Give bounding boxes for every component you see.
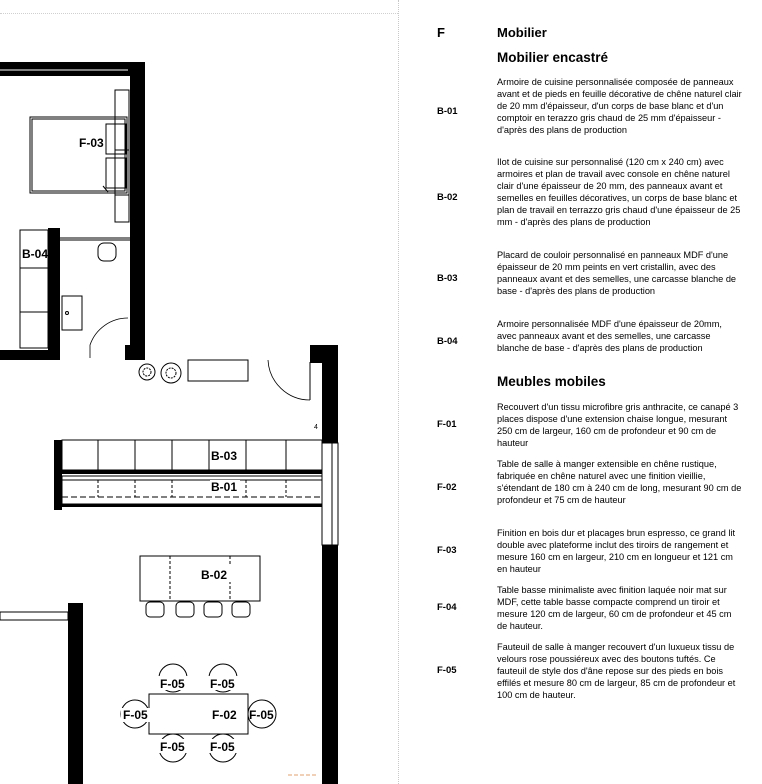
item-code-f03: F-03 (437, 545, 457, 556)
section-title: Mobilier (497, 25, 547, 40)
cabinet-b03 (62, 440, 322, 470)
item-code-f05: F-05 (437, 665, 457, 676)
item-text-b03: Placard de couloir personnalisé en panneaux MDF d'une épaisseur de 20 mm peints en vert cristallin, avec des panneaux avant et des semelles, une carcasse blanche de base - d'après des plans de production (497, 250, 737, 296)
walls (0, 62, 338, 784)
cabinet-b01 (62, 476, 322, 504)
section-code: F (437, 25, 445, 40)
label-f05-left: F-05 (123, 708, 148, 722)
item-text-f03: Finition en bois dur et placages brun espresso, ce grand lit double avec plateforme inclut des tiroirs de rangement et mesure 160 cm en largeur, 210 cm en longueur et 121 cm en hauteur (497, 528, 735, 574)
sheet-divider (398, 0, 399, 784)
label-f05-top-left: F-05 (160, 677, 185, 691)
label-b02: B-02 (201, 568, 228, 582)
movable-title: Meubles mobiles (497, 374, 606, 389)
item-text-b04: Armoire personnalisée MDF d'une épaisseur de 20mm, avec panneaux avant et des semelles, une carcasse blanche de base - d'après des plans de production (497, 319, 722, 353)
island-b02 (140, 556, 260, 617)
item-text-b01: Armoire de cuisine personnalisée composée de panneaux avant et de pieds en feuille décorative de chêne naturel clair de 20 mm d'épaisseur, d'un corps de base blanc et d'un comptoir en terazzo gris chaud de 25 mm d'épaisseur - d'après des plans de production (497, 77, 742, 135)
item-code-f02: F-02 (437, 482, 457, 493)
item-text-b02: Ilot de cuisine sur personnalisé (120 cm x 240 cm) avec armoires et plan de travail avec console en chêne naturel clair d'une épaisseur de 20 mm, des panneaux avant et semelles en feuilles décoratives, un corps de base blanc et plan de travail en terrazzo gris chaud d'une épaisseur de 25 mm - d'après des plans de production (497, 157, 741, 227)
entrance-door (268, 360, 310, 400)
item-code-f01: F-01 (437, 419, 457, 430)
bench (188, 360, 248, 381)
label-f05-top-right: F-05 (210, 677, 235, 691)
furniture-legend (400, 0, 762, 784)
label-f03: F-03 (79, 136, 104, 150)
label-b04: B-04 (22, 247, 49, 261)
plants (139, 363, 181, 383)
built-in-title: Mobilier encastré (497, 50, 609, 65)
right-windows (322, 443, 338, 545)
item-code-b02: B-02 (437, 192, 458, 203)
bed-f03 (30, 117, 127, 193)
label-f05-bottom-right: F-05 (210, 740, 235, 754)
bathroom (60, 238, 130, 358)
item-code-f04: F-04 (437, 602, 457, 613)
item-text-f05: Fauteuil de salle à manger recouvert d'un luxueux tissu de velours rose poussiéreux avec des boutons tuftés. Ce fauteuil de style dos d'âne repose sur des pieds en bois effilés et mesure 80 cm de largeur, 85 cm de profondeur et 100 cm de hauteur. (497, 642, 736, 700)
label-f05-bottom-left: F-05 (160, 740, 185, 754)
label-f05-right: F-05 (249, 708, 274, 722)
item-code-b04: B-04 (437, 336, 458, 347)
label-b01: B-01 (211, 480, 238, 494)
item-code-b03: B-03 (437, 273, 458, 284)
label-b03: B-03 (211, 449, 238, 463)
item-text-f04: Table basse minimaliste avec finition laquée noir mat sur MDF, cette table basse compacte comprend un tiroir et mesure 120 cm de largeur, 60 cm de profondeur et 45 cm de hauteur. (497, 585, 732, 631)
label-f02: F-02 (212, 708, 237, 722)
small-marker: 4 (314, 424, 318, 431)
item-text-f02: Table de salle à manger extensible en chêne rustique, fabriquée en chêne naturel avec une finition vieillie, s'étendant de 180 cm à 240 cm de long, mesurant 90 cm de profondeur et 75 cm de hauteur (497, 459, 742, 505)
item-text-f01: Recouvert d'un tissu microfibre gris anthracite, ce canapé 3 places dispose d'une extension chaise longue, mesurant 250 cm de largeur, 160 cm de profondeur et 90 cm de hauteur (497, 402, 739, 448)
plan-labels (22, 135, 318, 754)
item-code-b01: B-01 (437, 106, 458, 117)
